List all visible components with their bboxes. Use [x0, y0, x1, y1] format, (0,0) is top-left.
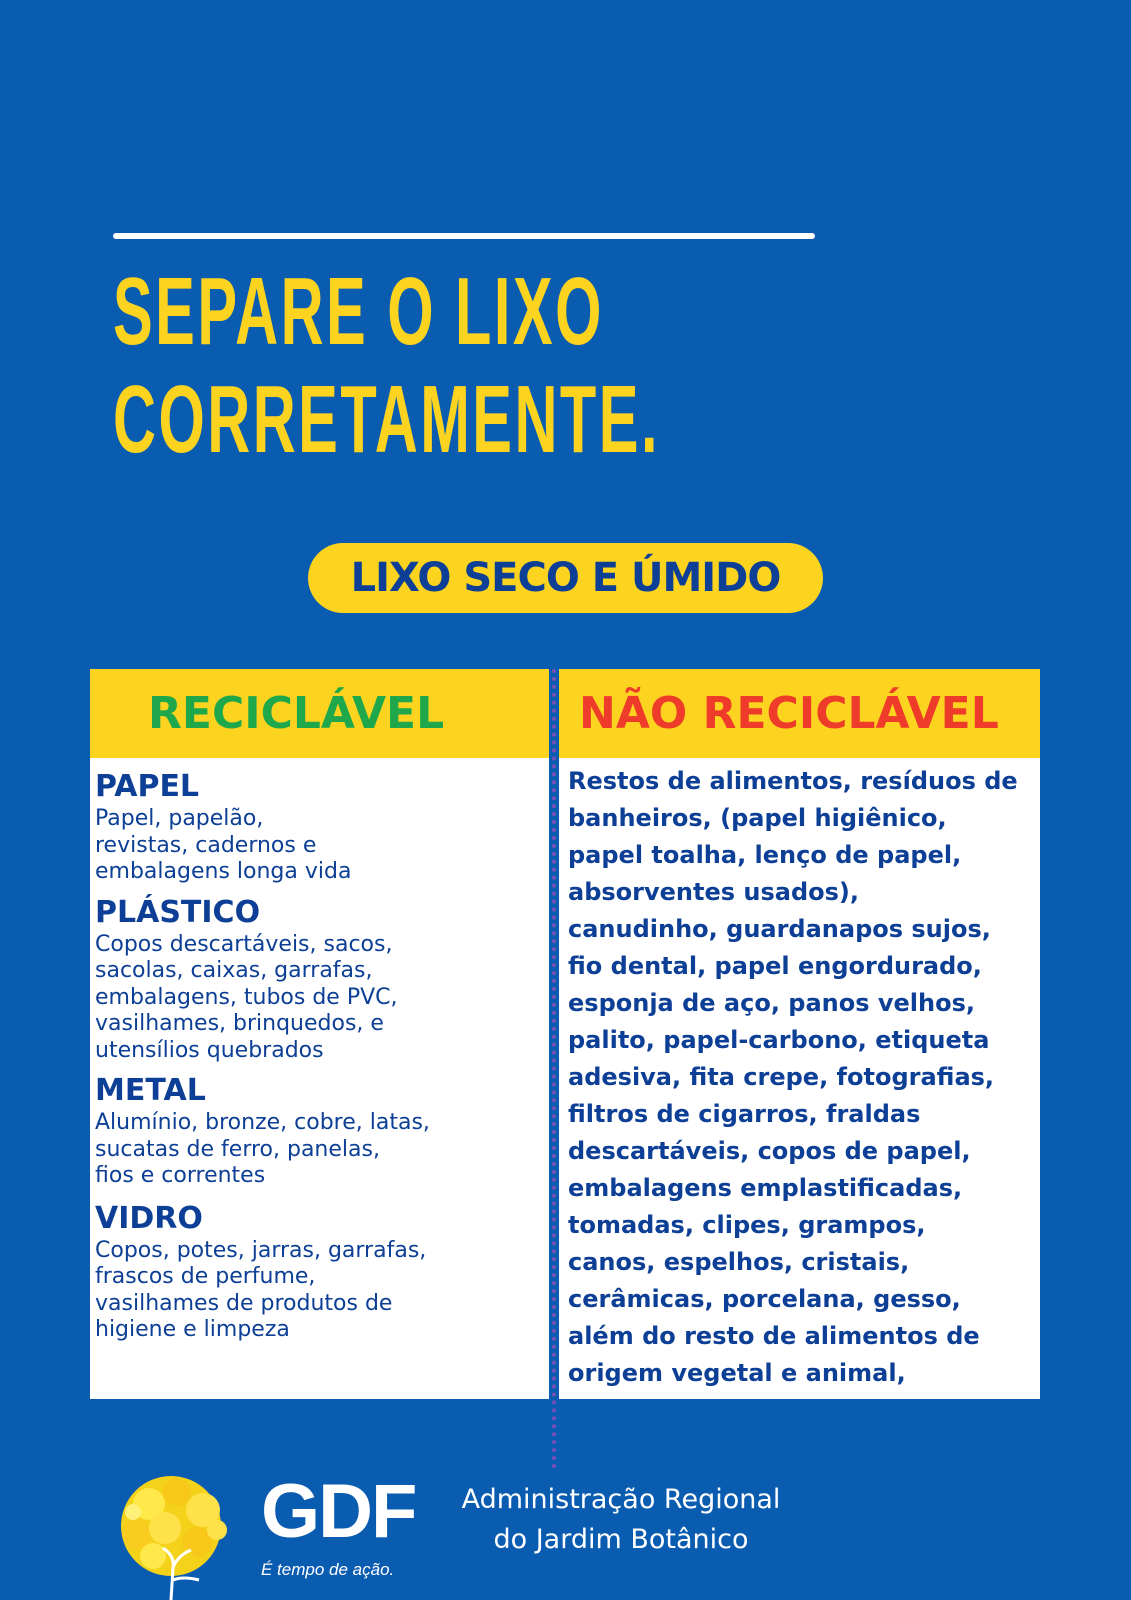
title-line-2: CORRETAMENTE.	[113, 366, 660, 473]
gdf-logo-text: GDF	[261, 1469, 416, 1554]
text-line: Restos de alimentos, resíduos de	[568, 767, 1018, 795]
text-line: tomadas, clipes, grampos,	[568, 1211, 926, 1239]
text-line: Alumínio, bronze, cobre, latas,	[95, 1110, 430, 1135]
category-text-metal	[95, 1110, 549, 1190]
column-divider	[552, 669, 556, 1469]
text-line: embalagens longa vida	[95, 859, 352, 884]
recyclable-body	[90, 758, 549, 1399]
text-line: fios e correntes	[95, 1163, 266, 1188]
footer	[113, 1468, 813, 1600]
text-line: canudinho, guardanapos sujos,	[568, 915, 991, 943]
category-title-vidro: VIDRO	[95, 1200, 203, 1236]
text-line: além do resto de alimentos de	[568, 1322, 980, 1350]
text-line: embalagens, tubos de PVC,	[95, 984, 398, 1010]
admin-name	[435, 1480, 807, 1560]
text-line: esponja de aço, panos velhos,	[568, 989, 976, 1017]
text-line: revistas, cadernos e	[95, 832, 317, 858]
non-recyclable-list	[568, 763, 1030, 1392]
category-badge: LIXO SECO E ÚMIDO	[308, 543, 823, 613]
text-line: utensílios quebrados	[95, 1037, 324, 1063]
ipe-tree-icon	[113, 1468, 253, 1600]
text-line: Papel, papelão,	[95, 806, 264, 831]
admin-line-1: Administração Regional	[461, 1484, 781, 1515]
text-line: absorventes usados),	[568, 878, 859, 906]
text-line: Copos descartáveis, sacos,	[95, 931, 393, 957]
text-line: canos, espelhos, cristais,	[568, 1248, 910, 1276]
non-recyclable-heading: NÃO RECICLÁVEL	[559, 669, 1040, 758]
category-title-plastico: PLÁSTICO	[95, 894, 261, 930]
non-recyclable-body	[559, 758, 1040, 1399]
text-line: filtros de cigarros, fraldas	[568, 1100, 921, 1128]
text-line: descartáveis, copos de papel,	[568, 1137, 971, 1165]
text-line: frascos de perfume,	[95, 1264, 316, 1289]
category-title-papel: PAPEL	[95, 769, 200, 804]
text-line: embalagens emplastificadas,	[568, 1174, 963, 1202]
recyclable-heading: RECICLÁVEL	[90, 669, 549, 758]
text-line: Copos, potes, jarras, garrafas,	[95, 1237, 427, 1263]
text-line: origem vegetal e animal,	[568, 1359, 906, 1387]
text-line: vasilhames, brinquedos, e	[95, 1011, 384, 1036]
category-text-plastico	[95, 932, 549, 1065]
text-line: cerâmicas, porcelana, gesso,	[568, 1285, 961, 1313]
text-line: banheiros, (papel higiênico,	[568, 804, 947, 832]
title-rule	[113, 233, 815, 239]
text-line: adesiva, fita crepe, fotografias,	[568, 1063, 995, 1091]
text-line: sucatas de ferro, panelas,	[95, 1136, 380, 1162]
text-line: sacolas, caixas, garrafas,	[95, 958, 373, 983]
gdf-tagline: É tempo de ação.	[261, 1560, 395, 1579]
category-text-vidro	[95, 1238, 549, 1344]
page-title	[113, 258, 660, 474]
title-line-1: SEPARE O LIXO	[113, 258, 604, 365]
recyclable-column	[90, 669, 549, 1399]
text-line: palito, papel-carbono, etiqueta	[568, 1026, 990, 1054]
category-title-metal: METAL	[95, 1073, 206, 1108]
text-line: vasilhames de produtos de	[95, 1290, 393, 1316]
admin-line-2: do Jardim Botânico	[493, 1524, 749, 1555]
text-line: fio dental, papel engordurado,	[568, 952, 982, 980]
text-line: higiene e limpeza	[95, 1317, 290, 1342]
category-text-papel	[95, 806, 549, 886]
non-recyclable-column	[559, 669, 1040, 1399]
text-line: papel toalha, lenço de papel,	[568, 841, 962, 869]
